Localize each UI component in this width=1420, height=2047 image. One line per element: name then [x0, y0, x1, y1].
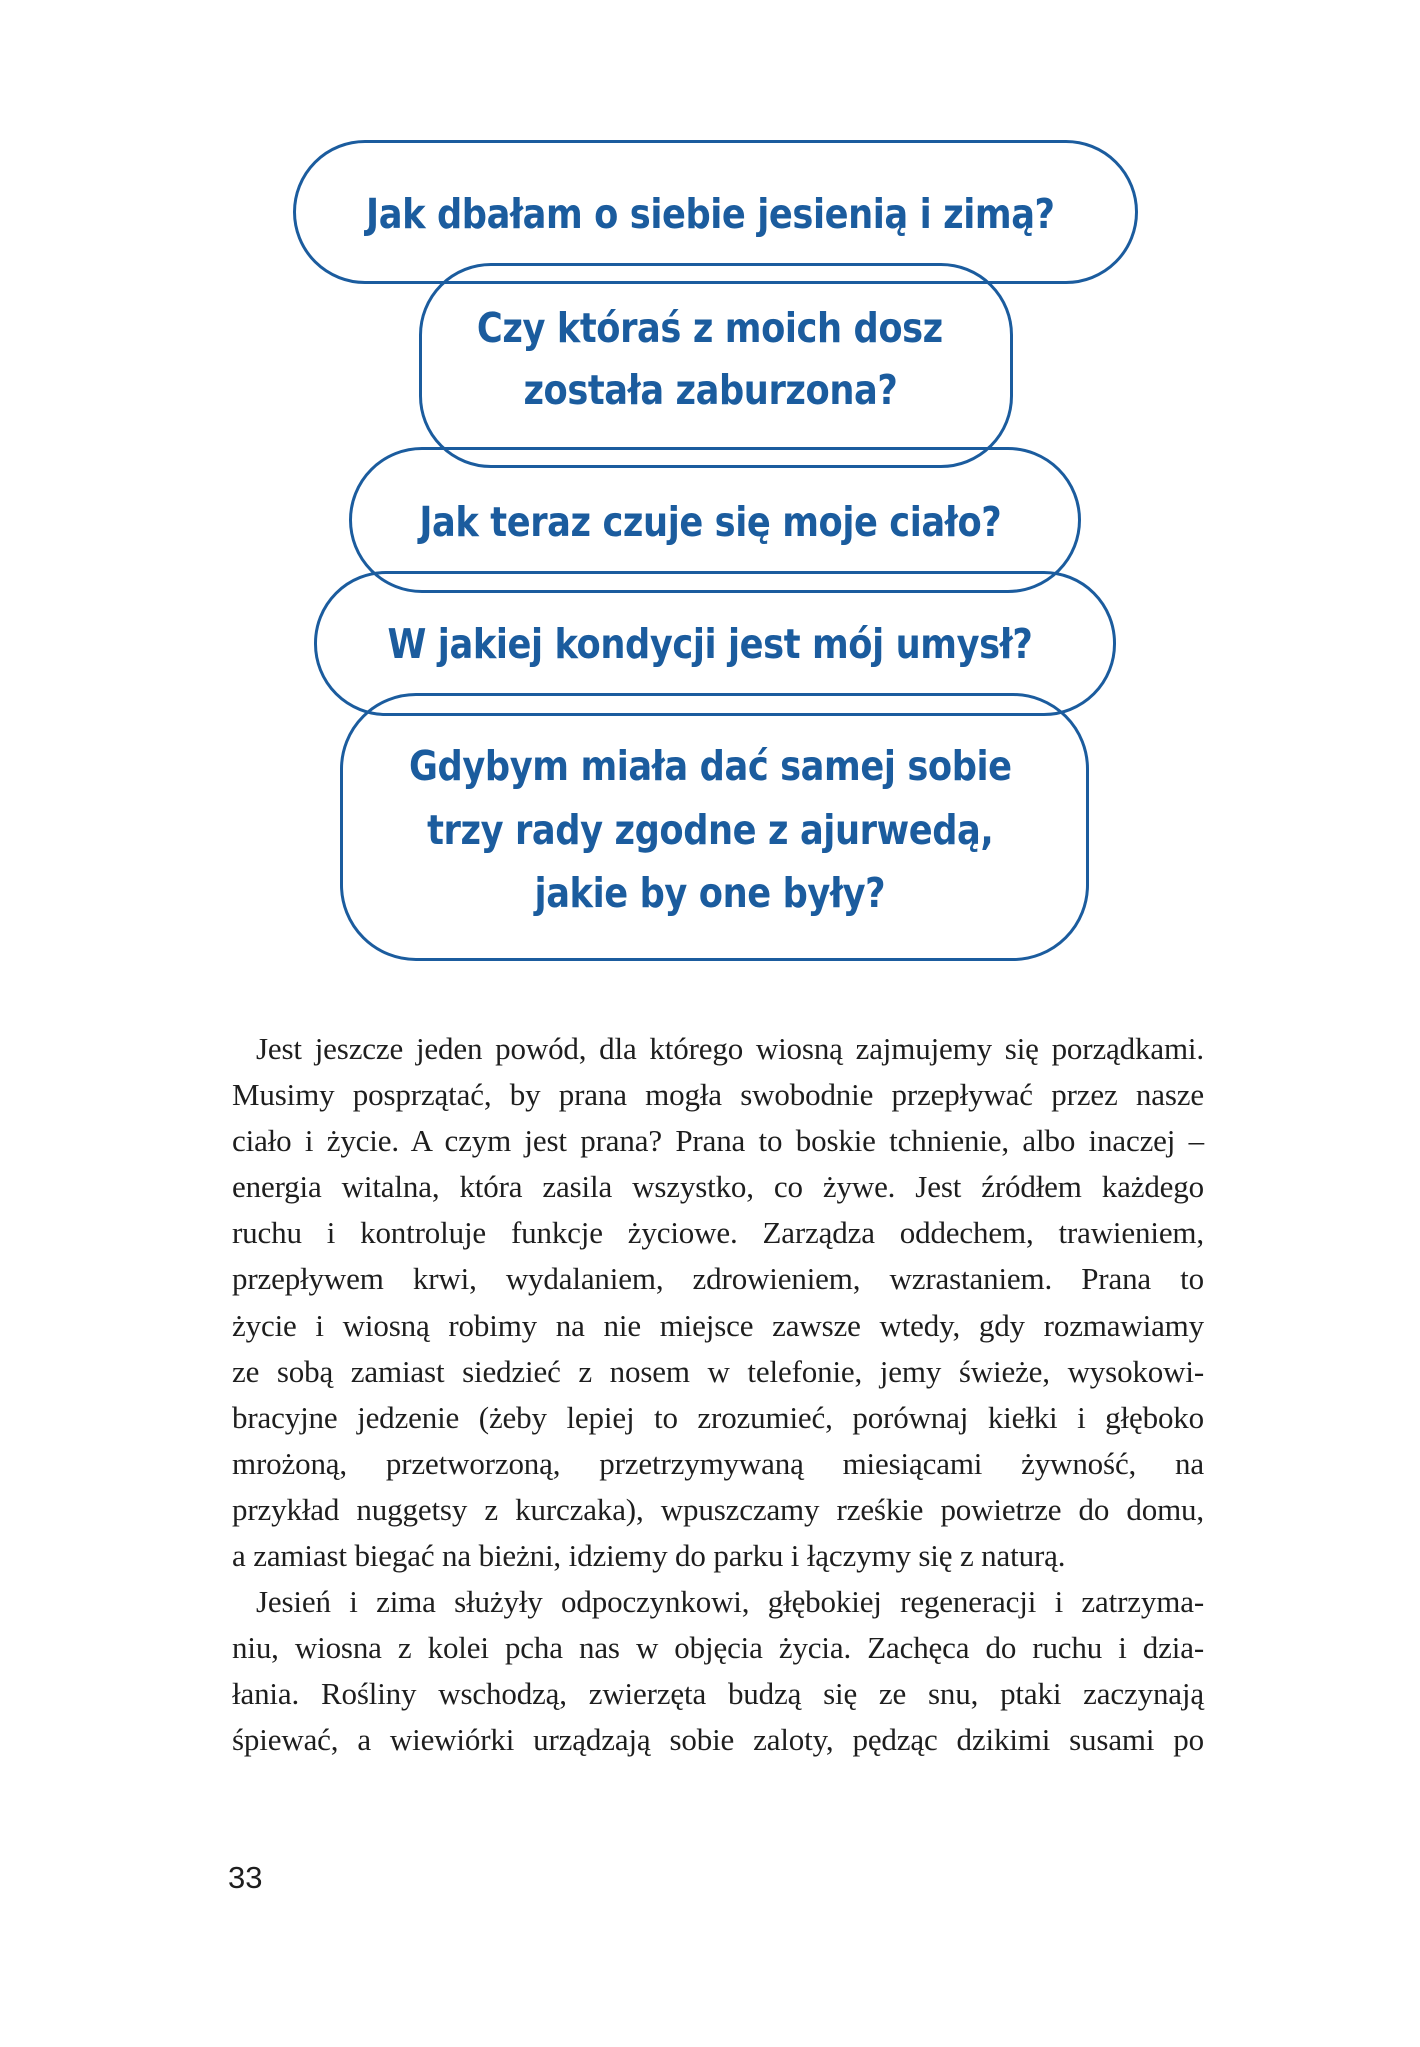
text-line: ruchu i kontroluje funkcje życiowe. Zarządza oddechem, trawieniem,: [232, 1215, 1204, 1251]
text-line: łania. Rośliny wschodzą, zwierzęta budzą się ze snu, ptaki zaczynają: [232, 1676, 1204, 1712]
question-line: Jak teraz czuje się moje ciało?: [419, 498, 1001, 546]
text-line: bracyjne jedzenie (żeby lepiej to zrozumieć, porównaj kiełki i głęboko: [232, 1399, 1204, 1435]
question-text-1: [0, 183, 1420, 245]
text-line: Jest jeszcze jeden powód, dla którego wiosną zajmujemy się porządkami.: [256, 1031, 1204, 1066]
page-number: 33: [228, 1860, 263, 1895]
question-line: Czy któraś z moich dosz: [477, 304, 943, 352]
text-line: ciało i życie. A czym jest prana? Prana to boskie tchnienie, albo inaczej –: [232, 1123, 1204, 1159]
question-line: Gdybym miała dać samej sobie: [408, 742, 1012, 790]
text-line: śpiewać, a wiewiórki urządzają sobie zaloty, pędząc dzikimi susami po: [232, 1722, 1204, 1758]
question-line: została zaburzona?: [523, 366, 897, 414]
question-line: Jak dbałam o siebie jesienią i zimą?: [365, 190, 1055, 238]
question-line: trzy rady zgodne z ajurwedą,: [426, 805, 994, 854]
text-line: mrożoną, przetworzoną, przetrzymywaną miesiącami żywność, na: [232, 1445, 1204, 1481]
text-line: Jesień i zima służyły odpoczynkowi, głębokiej regeneracji i zatrzyma-: [256, 1584, 1204, 1620]
paragraph-1: [232, 1026, 1204, 1579]
question-text-5: [0, 735, 1420, 926]
question-line: W jakiej kondycji jest mój umysł?: [387, 620, 1033, 668]
text-line: energia witalna, która zasila wszystko, co żywe. Jest źródłem każdego: [232, 1169, 1204, 1205]
question-bubbles: [0, 0, 1420, 1000]
body-text: [232, 1026, 1204, 1764]
question-line: jakie by one były?: [534, 869, 886, 917]
text-line: przykład nuggetsy z kurczaka), wpuszczamy rześkie powietrze do domu,: [232, 1491, 1204, 1527]
question-text-2: [0, 297, 1420, 421]
question-text-4: [0, 613, 1420, 675]
paragraph-2: [232, 1579, 1204, 1763]
text-line: ze sobą zamiast siedzieć z nosem w telefonie, jemy świeże, wysokowi-: [232, 1353, 1204, 1389]
text-line: Musimy posprzątać, by prana mogła swobodnie przepływać przez nasze: [232, 1077, 1204, 1113]
text-line: a zamiast biegać na bieżni, idziemy do parku i łączymy się z naturą.: [232, 1538, 1066, 1574]
question-text-3: [0, 491, 1420, 553]
text-line: przepływem krwi, wydalaniem, zdrowieniem, wzrastaniem. Prana to: [232, 1261, 1204, 1297]
text-line: życie i wiosną robimy na nie miejsce zawsze wtedy, gdy rozmawiamy: [232, 1307, 1204, 1343]
text-line: niu, wiosna z kolei pcha nas w objęcia życia. Zachęca do ruchu i dzia-: [232, 1630, 1204, 1666]
